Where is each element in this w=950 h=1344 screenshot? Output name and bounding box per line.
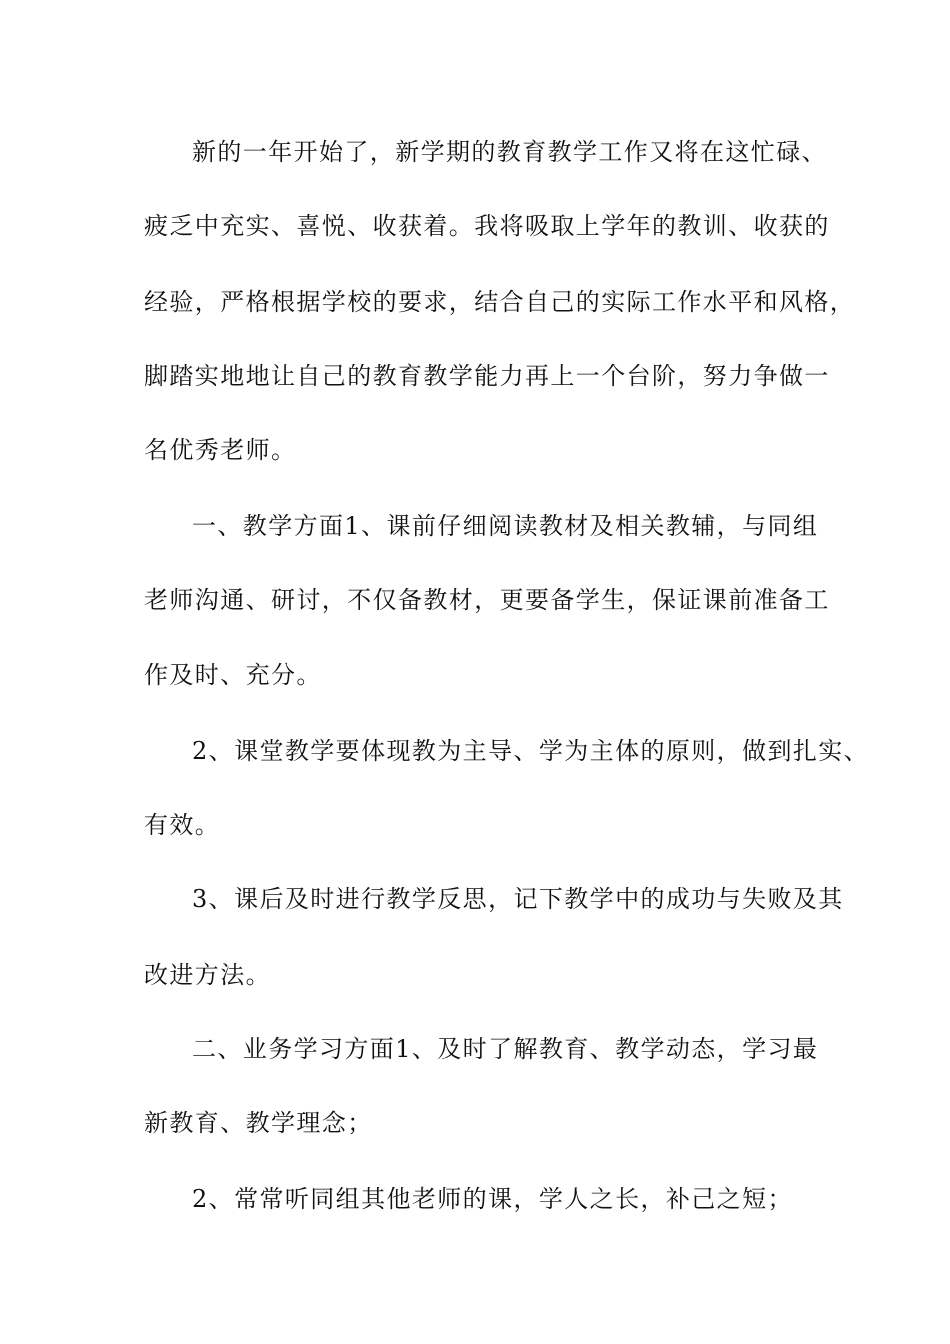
paragraph-5-line-1: 二、业务学习方面1、及时了解教育、教学动态，学习最 <box>192 1035 819 1063</box>
paragraph-5-line-2: 新教育、教学理念； <box>144 1109 373 1137</box>
paragraph-1-line-4: 脚踏实地地让自己的教育教学能力再上一个台阶，努力争做一 <box>144 362 830 390</box>
paragraph-2-line-2: 老师沟通、研讨，不仅备教材，更要备学生，保证课前准备工 <box>144 586 830 614</box>
paragraph-1-line-3: 经验，严格根据学校的要求，结合自己的实际工作水平和风格， <box>144 288 856 316</box>
paragraph-1-line-5: 名优秀老师。 <box>144 436 297 464</box>
paragraph-2-line-3: 作及时、充分。 <box>144 661 322 689</box>
paragraph-3-line-2: 有效。 <box>144 811 221 839</box>
paragraph-1-line-2: 疲乏中充实、喜悦、收获着。我将吸取上学年的教训、收获的 <box>144 212 830 240</box>
paragraph-4-line-1: 3、课后及时进行教学反思，记下教学中的成功与失败及其 <box>192 885 844 913</box>
paragraph-6-line-1: 2、常常听同组其他老师的课，学人之长，补己之短； <box>192 1185 793 1213</box>
paragraph-2-line-1: 一、教学方面1、课前仔细阅读教材及相关教辅，与同组 <box>192 512 819 540</box>
paragraph-3-line-1: 2、课堂教学要体现教为主导、学为主体的原则，做到扎实、 <box>192 737 870 765</box>
paragraph-1-line-1: 新的一年开始了，新学期的教育教学工作又将在这忙碌、 <box>192 138 827 166</box>
paragraph-4-line-2: 改进方法。 <box>144 961 271 989</box>
